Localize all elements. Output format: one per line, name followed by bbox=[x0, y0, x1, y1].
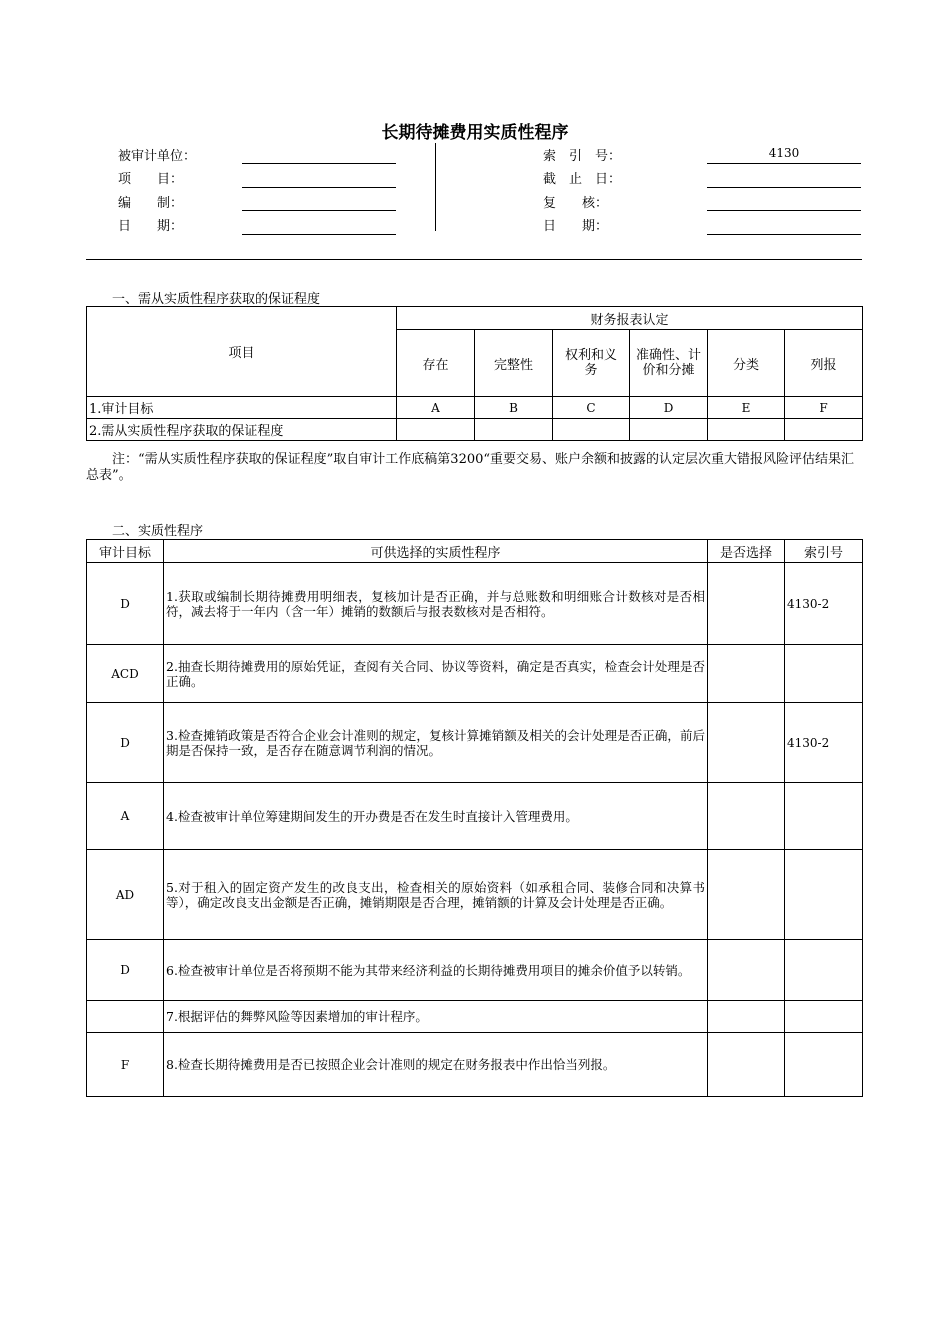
assurance-cell-c[interactable] bbox=[553, 419, 630, 441]
row-index bbox=[785, 940, 863, 1001]
project-label: 项 目： bbox=[118, 172, 184, 187]
row-procedure: 7.根据评估的舞弊风险等因素增加的审计程序。 bbox=[164, 1001, 708, 1033]
row-selected[interactable] bbox=[708, 563, 785, 645]
assurance-cell-d[interactable] bbox=[630, 419, 708, 441]
row-procedure: 5.对于租入的固定资产发生的改良支出，检查相关的原始资料（如承租合同、装修合同和决算书等），确定改良支出金额是否正确，摊销期限是否合理，摊销额的计算及会计处理是否正确。 bbox=[164, 850, 708, 940]
assurance-table bbox=[86, 306, 863, 441]
row-index: 4130-2 bbox=[785, 703, 863, 783]
table-row bbox=[87, 563, 863, 645]
row-selected[interactable] bbox=[708, 1033, 785, 1097]
row-selected[interactable] bbox=[708, 783, 785, 850]
row-assurance-label: 2.需从实质性程序获取的保证程度 bbox=[87, 419, 397, 441]
row-procedure: 3.检查摊销政策是否符合企业会计准则的规定，复核计算摊销额及相关的会计处理是否正确，前后期是否保持一致，是否存在随意调节利润的情况。 bbox=[164, 703, 708, 783]
row-procedure: 4.检查被审计单位筹建期间发生的开办费是否在发生时直接计入管理费用。 bbox=[164, 783, 708, 850]
reviewed-by-label: 复 核： bbox=[543, 196, 609, 211]
row-target: D bbox=[87, 940, 164, 1001]
objective-a: A bbox=[397, 397, 475, 419]
col-header-target: 审计目标 bbox=[87, 540, 164, 563]
assurance-cell-b[interactable] bbox=[475, 419, 553, 441]
table-row bbox=[87, 645, 863, 703]
prepared-by-label: 编 制： bbox=[118, 196, 184, 211]
row-selected[interactable] bbox=[708, 703, 785, 783]
row-procedure: 6.检查被审计单位是否将预期不能为其带来经济利益的长期待摊费用项目的摊余价值予以转销。 bbox=[164, 940, 708, 1001]
date-label-right: 日 期： bbox=[543, 219, 609, 234]
header-bottom-rule bbox=[86, 259, 862, 260]
prepared-by-field[interactable] bbox=[242, 210, 396, 211]
table-row bbox=[87, 783, 863, 850]
row-target bbox=[87, 1001, 164, 1033]
assurance-cell-a[interactable] bbox=[397, 419, 475, 441]
row-index bbox=[785, 645, 863, 703]
row-index bbox=[785, 850, 863, 940]
audited-entity-field[interactable] bbox=[242, 163, 396, 164]
row-selected[interactable] bbox=[708, 850, 785, 940]
assertion-existence: 存在 bbox=[397, 330, 475, 397]
assertion-completeness: 完整性 bbox=[475, 330, 553, 397]
section1-note: 注：“需从实质性程序获取的保证程度”取自审计工作底稿第3200“重要交易、账户余额和披露的认定层次重大错报风险评估结果汇总表”。 bbox=[86, 452, 855, 483]
assurance-cell-e[interactable] bbox=[708, 419, 785, 441]
row-target: A bbox=[87, 783, 164, 850]
cutoff-date-field[interactable] bbox=[707, 187, 861, 188]
row-audit-objective-label: 1.审计目标 bbox=[87, 397, 397, 419]
row-target: D bbox=[87, 703, 164, 783]
row-procedure: 8.检查长期待摊费用是否已按照企业会计准则的规定在财务报表中作出恰当列报。 bbox=[164, 1033, 708, 1097]
col-header-index: 索引号 bbox=[785, 540, 863, 563]
row-selected[interactable] bbox=[708, 1001, 785, 1033]
date-label-left: 日 期： bbox=[118, 219, 184, 234]
table-row bbox=[87, 703, 863, 783]
row-target: AD bbox=[87, 850, 164, 940]
header-divider bbox=[435, 143, 436, 231]
assurance-cell-f[interactable] bbox=[785, 419, 863, 441]
row-index: 4130-2 bbox=[785, 563, 863, 645]
date-field-right[interactable] bbox=[707, 234, 861, 235]
index-no-field[interactable] bbox=[707, 163, 861, 164]
section1-heading: 一、需从实质性程序获取的保证程度 bbox=[112, 292, 321, 307]
row-target: F bbox=[87, 1033, 164, 1097]
table-row bbox=[87, 850, 863, 940]
objective-f: F bbox=[785, 397, 863, 419]
row-index bbox=[785, 783, 863, 850]
objective-e: E bbox=[708, 397, 785, 419]
row-target: ACD bbox=[87, 645, 164, 703]
assertion-classification: 分类 bbox=[708, 330, 785, 397]
index-no-value: 4130 bbox=[768, 146, 800, 160]
objective-c: C bbox=[553, 397, 630, 419]
row-procedure: 1.获取或编制长期待摊费用明细表，复核加计是否正确，并与总账数和明细账合计数核对是否相符，减去将于一年内（含一年）摊销的数额后与报表数核对是否相符。 bbox=[164, 563, 708, 645]
table-row bbox=[87, 940, 863, 1001]
assertion-rights: 权利和义务 bbox=[553, 330, 630, 397]
row-index bbox=[785, 1001, 863, 1033]
row-selected[interactable] bbox=[708, 645, 785, 703]
col-header-procedure: 可供选择的实质性程序 bbox=[164, 540, 708, 563]
table-row bbox=[87, 1033, 863, 1097]
objective-d: D bbox=[630, 397, 708, 419]
page-title: 长期待摊费用实质性程序 bbox=[381, 123, 569, 143]
cutoff-date-label: 截 止 日： bbox=[543, 172, 622, 187]
project-field[interactable] bbox=[242, 187, 396, 188]
procedures-table bbox=[86, 539, 863, 1097]
col-header-selected: 是否选择 bbox=[708, 540, 785, 563]
assertions-group-header: 财务报表认定 bbox=[397, 307, 863, 330]
reviewed-by-field[interactable] bbox=[707, 210, 861, 211]
item-header: 项目 bbox=[87, 307, 397, 397]
row-index bbox=[785, 1033, 863, 1097]
assertion-presentation: 列报 bbox=[785, 330, 863, 397]
section2-heading: 二、实质性程序 bbox=[112, 524, 204, 539]
assertion-valuation: 准确性、计价和分摊 bbox=[630, 330, 708, 397]
table-row bbox=[87, 1001, 863, 1033]
audited-entity-label: 被审计单位： bbox=[118, 149, 197, 164]
row-procedure: 2.抽查长期待摊费用的原始凭证，查阅有关合同、协议等资料，确定是否真实，检查会计处理是否正确。 bbox=[164, 645, 708, 703]
date-field-left[interactable] bbox=[242, 234, 396, 235]
objective-b: B bbox=[475, 397, 553, 419]
row-target: D bbox=[87, 563, 164, 645]
row-selected[interactable] bbox=[708, 940, 785, 1001]
index-no-label: 索 引 号： bbox=[543, 149, 622, 164]
